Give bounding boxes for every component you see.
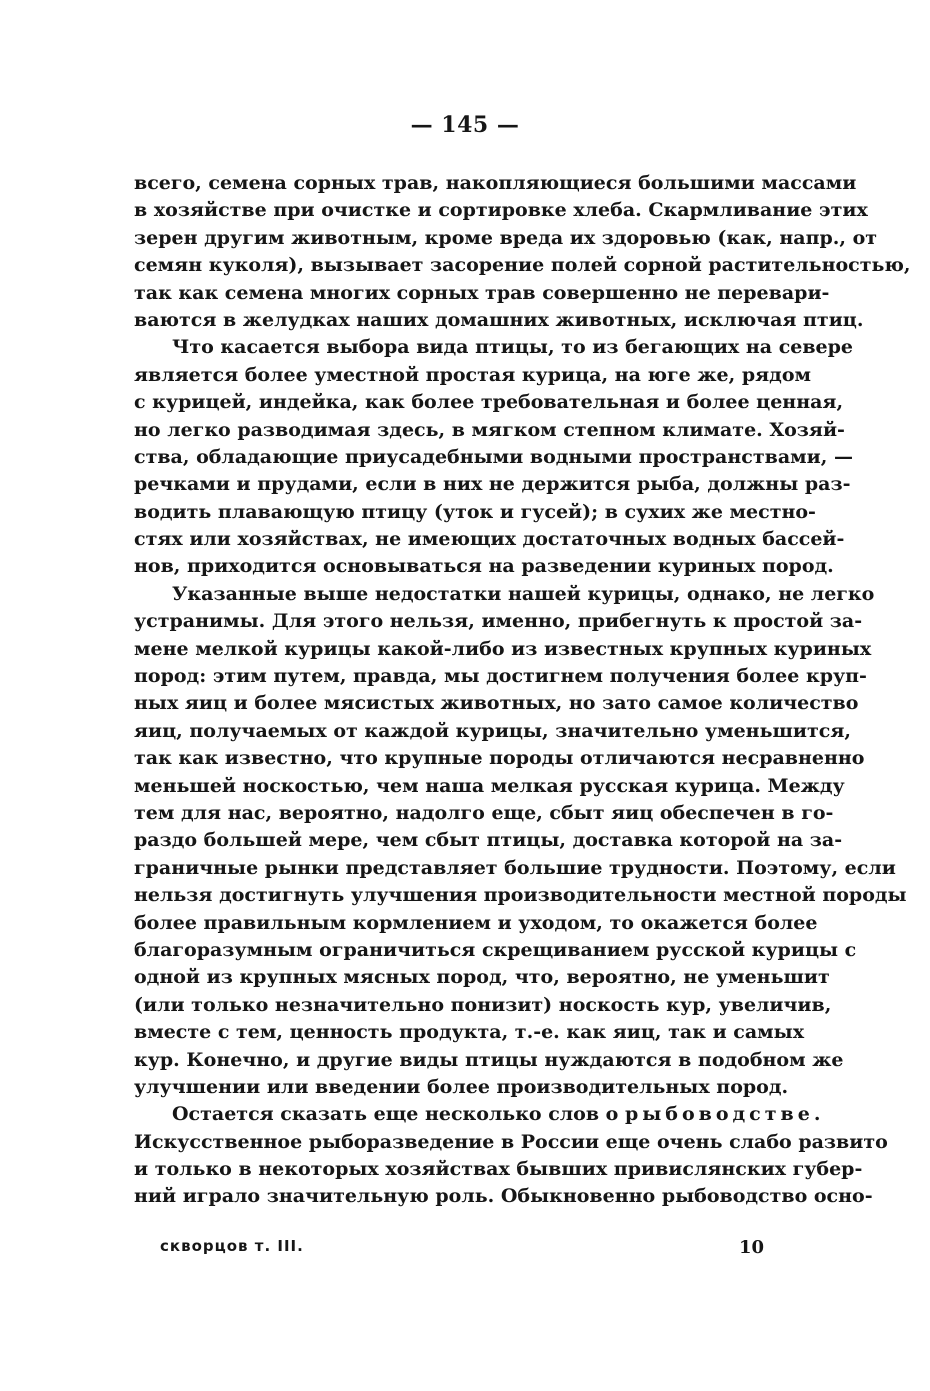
text-line: улучшении или введении более производительных пород. xyxy=(134,1075,789,1098)
text-line: Что касается выбора вида птицы, то из бегающих на севере xyxy=(172,336,854,359)
text-line: ваются в желудках наших домашних животных, исключая птиц. xyxy=(134,308,864,331)
text-line: устранимы. Для этого нельзя, именно, прибегнуть к простой за- xyxy=(134,610,863,633)
text-line: с курицей, индейка, как более требовательная и более ценная, xyxy=(134,391,844,414)
text-line: раздо большей мере, чем сбыт птицы, доставка которой на за- xyxy=(134,829,843,852)
text-line: благоразумным ограничиться скрещиванием русской курицы с xyxy=(134,938,857,961)
text-line: граничные рынки представляет большие трудности. Поэтому, если xyxy=(134,856,896,879)
text-line: более правильным кормлением и уходом, то окажется более xyxy=(134,911,818,934)
text-line: и только в некоторых хозяйствах бывших привислянских губер- xyxy=(134,1158,863,1181)
body-text xyxy=(134,170,911,1211)
text-line: речками и прудами, если в них не держится рыба, должны раз- xyxy=(134,473,851,496)
printer-signature: скворцов т. III. xyxy=(160,1237,304,1255)
sheet-number: 10 xyxy=(738,1237,764,1258)
text-line: является более уместной простая курица, на юге же, рядом xyxy=(134,363,812,386)
text-line: меньшей носкостью, чем наша мелкая русская курица. Между xyxy=(134,774,845,797)
text-line: но легко разводимая здесь, в мягком степном климате. Хозяй- xyxy=(134,418,845,441)
page-footer xyxy=(160,1237,764,1263)
text-line: кур. Конечно, и другие виды птицы нуждаются в подобном же xyxy=(134,1048,844,1071)
text-line: семян куколя), вызывает засорение полей сорной растительностью, xyxy=(134,254,911,277)
text-line: так как семена многих сорных трав совершенно не перевари- xyxy=(134,281,830,304)
text-run: Остается сказать еще несколько слов о xyxy=(172,1103,625,1126)
text-line: так как известно, что крупные породы отличаются несравненно xyxy=(134,747,865,770)
text-line: ных яиц и более мясистых животных, но зато самое количество xyxy=(134,692,859,715)
text-line: Указанные выше недостатки нашей курицы, однако, не легко xyxy=(172,582,875,605)
text-line: (или только незначительно понизит) носкость кур, увеличив, xyxy=(134,993,832,1016)
text-line: стях или хозяйствах, не имеющих достаточных водных бассей- xyxy=(134,528,845,551)
text-line xyxy=(134,1101,825,1128)
text-line: зерен другим животным, кроме вреда их здоровью (как, напр., от xyxy=(134,226,878,249)
text-line: одной из крупных мясных пород, что, вероятно, не уменьшит xyxy=(134,966,830,989)
text-line: всего, семена сорных трав, накопляющиеся большими массами xyxy=(134,172,857,194)
text-line: нов, приходится основываться на разведении куриных пород. xyxy=(134,555,834,578)
text-line: ства, обладающие приусадебными водными пространствами, — xyxy=(134,445,853,468)
text-line: водить плавающую птицу (уток и гусей); в сухих же местно- xyxy=(134,500,816,523)
text-line: мене мелкой курицы какой-либо из известных крупных куриных xyxy=(134,637,872,660)
text-line: яиц, получаемых от каждой курицы, значительно уменьшится, xyxy=(134,719,851,742)
text-line: пород: этим путем, правда, мы достигнем получения более круп- xyxy=(134,665,867,688)
text-line: ний играло значительную роль. Обыкновенно рыбоводство осно- xyxy=(134,1185,873,1208)
emphasized-word: рыбоводстве. xyxy=(624,1103,825,1126)
text-line: нельзя достигнуть улучшения производительности местной породы xyxy=(134,884,907,907)
text-line: Искусственное рыборазведение в России еще очень слабо развито xyxy=(134,1130,888,1153)
text-line: в хозяйстве при очистке и сортировке хлеба. Скармливание этих xyxy=(134,199,868,222)
page-number: — 145 — xyxy=(410,112,520,138)
text-line: тем для нас, вероятно, надолго еще, сбыт яиц обеспечен в го- xyxy=(134,801,834,824)
text-line: вместе с тем, ценность продукта, т.-е. как яиц, так и самых xyxy=(134,1021,805,1044)
